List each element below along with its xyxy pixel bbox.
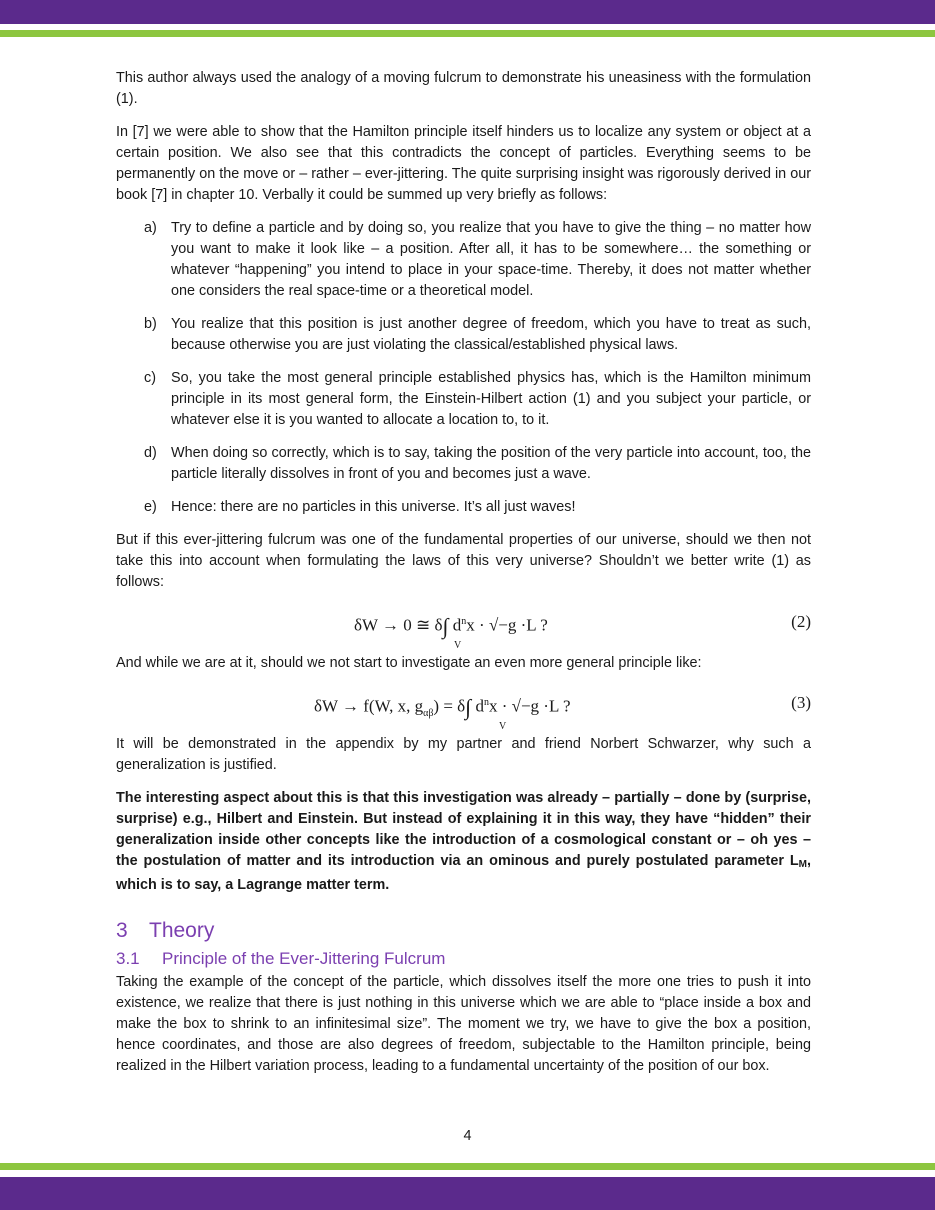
paragraph-5: It will be demonstrated in the appendix by my partner and friend Norbert Schwarzer, why such a generalization is justified. <box>116 736 811 773</box>
equation-number: (2) <box>791 612 811 631</box>
section-heading-3: 3 Theory <box>116 919 215 942</box>
bold-paragraph: The interesting aspect about this is that this investigation was already – partially – done by (surprise, surprise) e.g., Hilbert and Einstein. But instead of explaining it in this way, they have “hidden” their generalization inside other concepts like the introduction of a cosmological constant or – oh yes – the postulation of matter and its introduction via an ominous and purely postulated parameter $L_M$, which is to say, a Lagrange matter term. <box>116 790 811 893</box>
header-green-bar <box>0 30 935 37</box>
footer-green-bar <box>0 1163 935 1170</box>
list-item: e) Hence: there are no particles in this universe. It’s all just waves! <box>144 499 576 515</box>
page-content <box>116 68 811 1089</box>
paragraph-7: Taking the example of the concept of the particle, which dissolves itself the more one tries to push it into existence, we realize that there is just nothing in this universe which we are able to “place inside a box and make the box to shrink to an infinitesimal size”. The moment we try, we have to give the box a position, hence coordinates, and those are also degrees of freedom, subjectable to the Hamilton principle, being realized in the Hilbert variation process, leading to a fundamental uncertainty of the position of our box. <box>116 974 811 1074</box>
list-item: d) When doing so correctly, which is to say, taking the position of the very particle into account, too, the particle literally dissolves in front of you and becomes just a wave. <box>144 445 811 482</box>
paragraph-4: And while we are at it, should we not start to investigate an even more general principle like: <box>116 655 702 671</box>
equation-2: δW → 0 ≅ δ∫ $d^nx \cdot √-g \cdot L$ ? V (2) <box>116 605 811 643</box>
integral-sign: ∫ <box>465 694 472 720</box>
paragraph-3: But if this ever-jittering fulcrum was one of the fundamental properties of our universe, should we then not take this into account when formulating the laws of this very universe? Shouldn’t we better write (1) as follows: <box>116 532 811 590</box>
integral-limit: V <box>499 721 507 732</box>
list-item: b) You realize that this position is just another degree of freedom, which you have to treat as such, because otherwise you are just violating the classical/established physical laws. <box>144 316 811 353</box>
list-item: c) So, you take the most general principle established physics has, which is the Hamilton minimum principle in its most general form, the Einstein-Hilbert action (1) and you subject your particle, or whatever else it is you wanted to allocate a location to, to it. <box>144 370 811 428</box>
header-purple-bar <box>0 0 935 24</box>
paragraph-2: In [7] we were able to show that the Hamilton principle itself hinders us to localize any system or object at a certain position. We also see that this contradicts the concept of particles. Everything seems to be permanently on the move or – rather – ever-jittering. The quite surprising insight was rigorously derived in our book [7] in chapter 10. Verbally it could be summed up very briefly as follows: <box>116 124 811 203</box>
integral-sign: ∫ <box>442 613 449 639</box>
integral-limit: V <box>454 640 462 651</box>
footer-purple-bar <box>0 1177 935 1210</box>
equation-3: δW → f(W, x, $g_{\alpha\beta}) = \delta\int$ $d^nx \cdot √-g \cdot L$ ? V (3) <box>116 686 811 724</box>
list-item: a) Try to define a particle and by doing so, you realize that you have to give the thing – no matter how you want to make it look like – a position. After all, it has to be somewhere… the something or whatever “happening” you intend to place in your space-time. Thereby, it does not matter whether one considers the real space-time or a theoretical model. <box>144 220 811 299</box>
page-number: 4 <box>463 1128 472 1144</box>
argument-list <box>116 218 811 518</box>
subsection-heading-3-1: 3.1 Principle of the Ever-Jittering Fulcrum <box>116 949 446 968</box>
equation-number: (3) <box>791 693 811 712</box>
paragraph-1: This author always used the analogy of a moving fulcrum to demonstrate his uneasiness with the formulation (1). <box>116 70 811 107</box>
